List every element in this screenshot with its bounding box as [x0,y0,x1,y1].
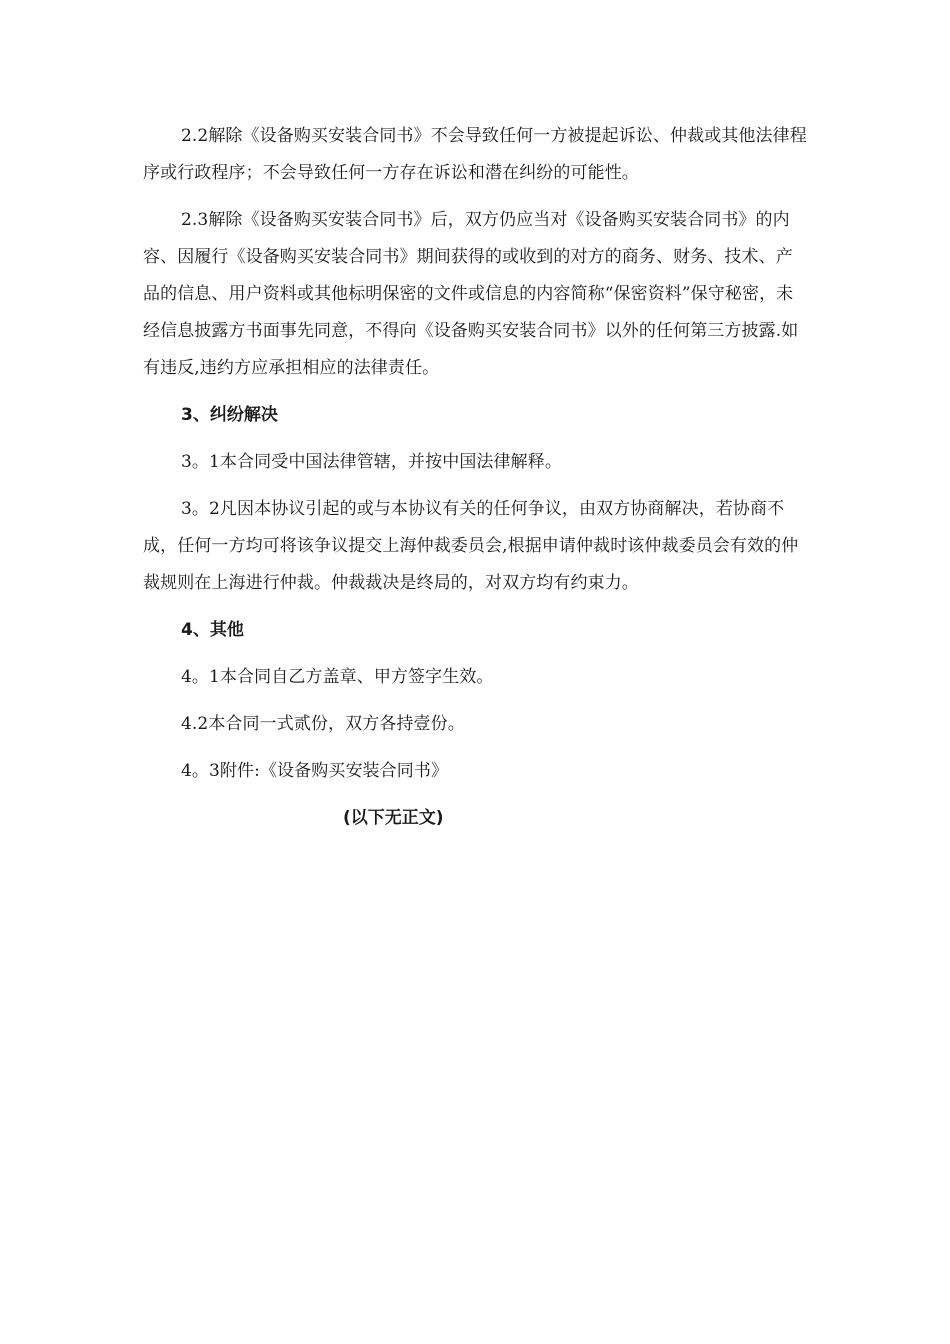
clause-4-1: 4。1本合同自乙方盖章、甲方签字生效。 [181,667,494,687]
clause-3-2: 3。2凡因本协议引起的或与本协议有关的任何争议，由双方协商解决，若协商不成，任何一方均可将该争议提交上海仲裁委员会,根据申请仲裁时该仲裁委员会有效的仲裁规则在上海进行仲裁。仲裁裁决是终局的，对双方均有约束力。 [143,499,799,593]
clause-2-3: 2.3解除《设备购买安装合同书》后，双方仍应当对《设备购买安装合同书》的内容、因履行《设备购买安装合同书》期间获得的或收到的对方的商务、财务、技术、产品的信息、用户资料或其他标明保密的文件或信息的内容简称“保密资料”保守秘密，未经信息披露方书面事先同意，不得向《设备购买安装合同书》以外的任何第三方披露.如有违反,违约方应承担相应的法律责任。 [143,210,799,378]
clause-2-2: 2.2解除《设备购买安装合同书》不会导致任何一方被提起诉讼、仲裁或其他法律程序或行政程序；不会导致任何一方存在诉讼和潜在纠纷的可能性。 [143,126,807,183]
document-page [143,118,808,837]
clause-3-1: 3。1本合同受中国法律管辖，并按中国法律解释。 [181,452,562,472]
section-heading-other: 4、其他 [181,620,244,640]
clause-4-3: 4。3附件:《设备购买安装合同书》 [181,761,449,781]
section-heading-dispute-resolution: 3、纠纷解决 [181,405,278,425]
closing-note: (以下无正文) [343,808,444,828]
clause-4-2: 4.2本合同一式贰份，双方各持壹份。 [181,714,465,734]
